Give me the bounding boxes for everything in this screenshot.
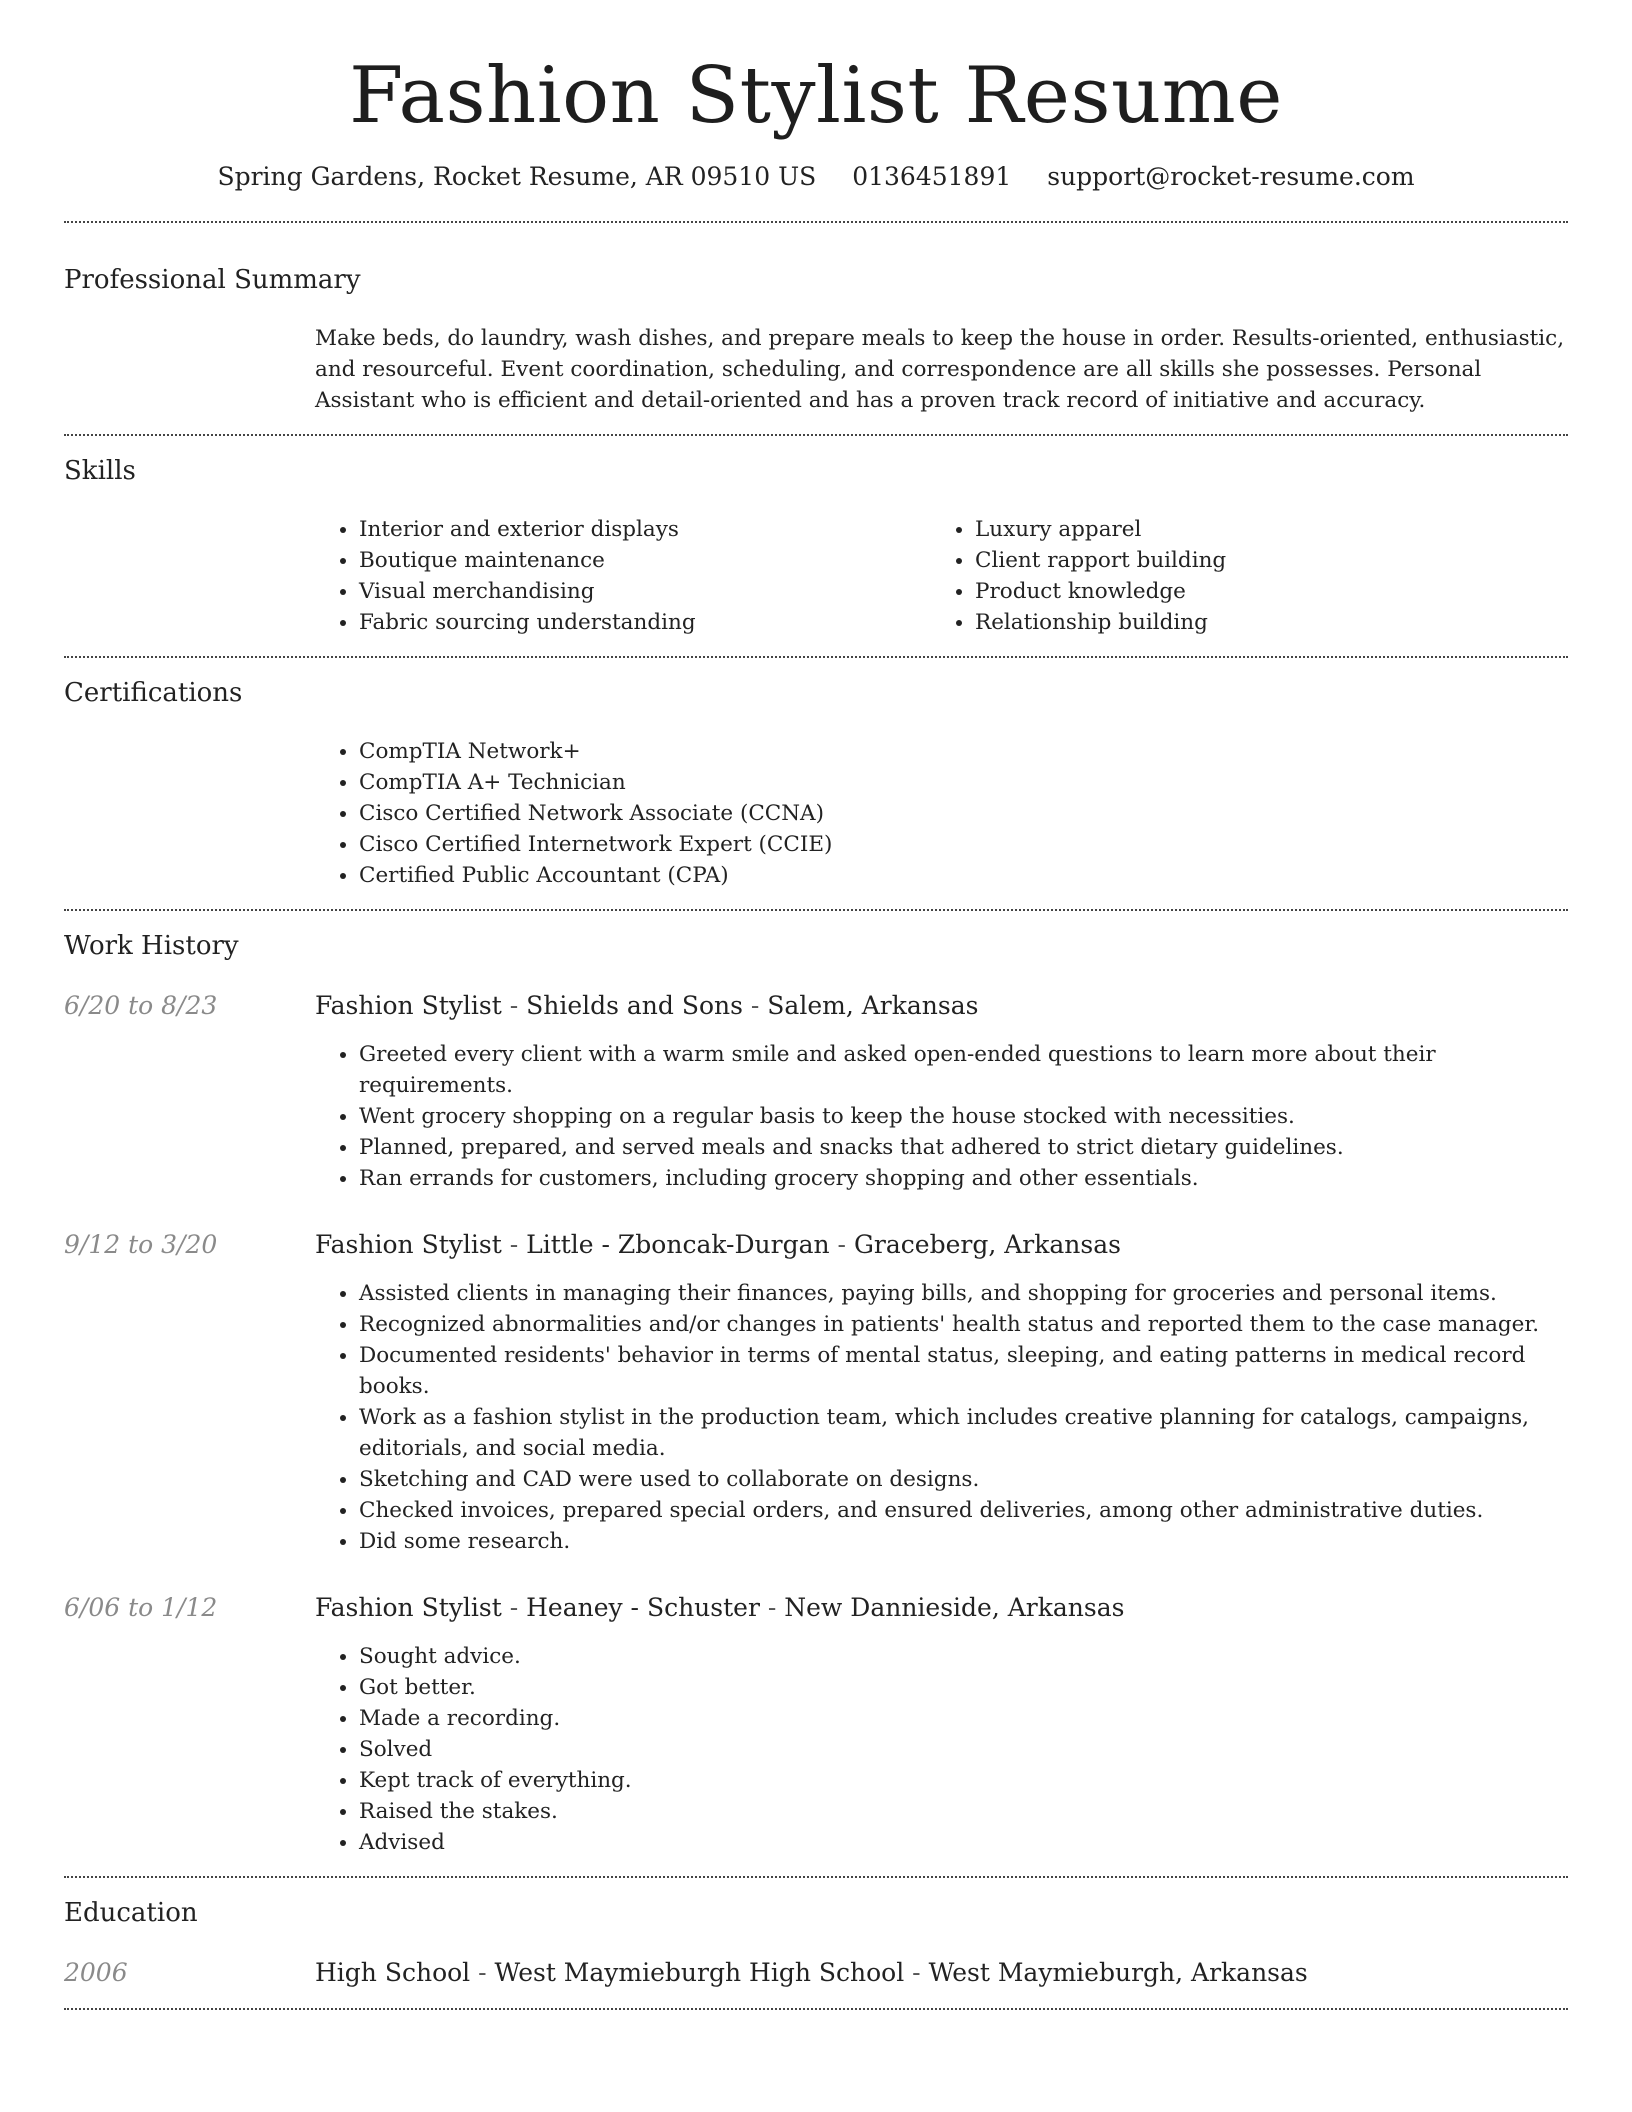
page-title: Fashion Stylist Resume [349,51,1283,141]
job-bullet: • Sought advice. [359,1641,1568,1672]
job-title: Fashion Stylist [315,1592,502,1622]
job-title: Fashion Stylist [315,990,502,1020]
job-heading: Fashion Stylist - Shields and Sons - Salem, Arkansas [315,990,979,1020]
job-bullet: • Advised [359,1827,1568,1858]
job-bullet: • Work as a fashion stylist in the production team, which includes creative planning for catalogs, campaigns, editorials, and social media. [359,1402,1568,1464]
job-bullet: • Greeted every client with a warm smile and asked open-ended questions to learn more about their requirements. [359,1039,1568,1101]
job-bullet: • Checked invoices, prepared special orders, and ensured deliveries, among other administrative duties. [359,1495,1568,1526]
job-bullet: • Solved [359,1734,1568,1765]
job-entry [64,1228,1568,1557]
skill-item: • Luxury apparel [975,514,1547,545]
education-heading-line: High School - West Maymieburgh High School - West Maymieburgh, Arkansas [315,1957,1308,1987]
certification-item: • CompTIA Network+ [359,736,1568,767]
job-company: Little - Zboncak-Durgan [526,1229,830,1259]
education-location: West Maymieburgh, Arkansas [928,1957,1308,1987]
summary-section [64,223,1568,434]
education-degree: High School [315,1957,471,1987]
job-dates: 9/12 to 3/20 [64,1229,218,1259]
job-bullet: • Planned, prepared, and served meals and snacks that adhered to strict dietary guidelines. [359,1132,1568,1163]
job-entry [64,1591,1568,1858]
contact-address: Spring Gardens, Rocket Resume, AR 09510 US [217,161,817,191]
job-bullet: • Assisted clients in managing their finances, paying bills, and shopping for groceries and personal items. [359,1278,1568,1309]
certification-item: • Certified Public Accountant (CPA) [359,860,1568,891]
skills-list-right [931,514,1547,638]
certification-item: • Cisco Certified Internetwork Expert (CCIE) [359,829,1568,860]
skill-item: • Client rapport building [975,545,1547,576]
skill-item: • Relationship building [975,607,1547,638]
certification-item: • Cisco Certified Network Associate (CCNA) [359,798,1568,829]
education-school: West Maymieburgh High School [494,1957,905,1987]
job-bullet: • Kept track of everything. [359,1765,1568,1796]
skills-list-left [315,514,931,638]
skills-heading: Skills [64,455,136,486]
job-heading: Fashion Stylist - Little - Zboncak-Durgan - Graceberg, Arkansas [315,1229,1121,1259]
skill-item: • Product knowledge [975,576,1547,607]
education-entry [64,1956,1568,1990]
job-bullets [315,1039,1568,1194]
job-bullets [315,1641,1568,1858]
job-bullet: • Documented residents' behavior in terms of mental status, sleeping, and eating patterns in medical record books. [359,1340,1568,1402]
job-company: Heaney - Schuster [526,1592,760,1622]
contact-line [64,162,1568,191]
education-year: 2006 [64,1957,128,1987]
skill-item: • Fabric sourcing understanding [359,607,931,638]
job-location: New Dannieside, Arkansas [784,1592,1125,1622]
skill-item: • Visual merchandising [359,576,931,607]
certifications-list [315,736,1568,891]
job-bullet: • Recognized abnormalities and/or changes in patients' health status and reported them to the case manager. [359,1309,1568,1340]
job-bullet: • Went grocery shopping on a regular basis to keep the house stocked with necessities. [359,1101,1568,1132]
job-bullet: • Did some research. [359,1526,1568,1557]
certifications-heading: Certifications [64,677,243,708]
skill-item: • Interior and exterior displays [359,514,931,545]
job-bullet: • Made a recording. [359,1703,1568,1734]
skill-item: • Boutique maintenance [359,545,931,576]
job-bullet: • Sketching and CAD were used to collaborate on designs. [359,1464,1568,1495]
job-dates: 6/06 to 1/12 [64,1592,218,1622]
education-heading: Education [64,1897,198,1928]
job-bullet: • Raised the stakes. [359,1796,1568,1827]
skills-section [64,436,1568,656]
job-entry [64,989,1568,1194]
certification-item: • CompTIA A+ Technician [359,767,1568,798]
job-dates: 6/20 to 8/23 [64,990,218,1020]
work-history-section [64,911,1568,1876]
job-location: Graceberg, Arkansas [853,1229,1121,1259]
contact-email: support@rocket-resume.com [1047,161,1415,191]
education-section [64,1878,1568,2008]
job-heading: Fashion Stylist - Heaney - Schuster - New Dannieside, Arkansas [315,1592,1125,1622]
resume-page [64,0,1568,2010]
job-bullet: • Got better. [359,1672,1568,1703]
work-history-heading: Work History [64,930,239,961]
job-bullet: • Ran errands for customers, including grocery shopping and other essentials. [359,1163,1568,1194]
summary-text: Make beds, do laundry, wash dishes, and prepare meals to keep the house in order. Results-oriented, enthusiastic, and resourceful. Event coordination, scheduling, and correspondence are all skills she possesses. Personal Assistant who is efficient and detail-oriented and has a proven track record of initiative and accuracy. [315,325,1565,413]
job-title: Fashion Stylist [315,1229,502,1259]
job-bullets [315,1278,1568,1557]
contact-phone: 0136451891 [852,161,1012,191]
certifications-section [64,658,1568,909]
job-company: Shields and Sons [526,990,743,1020]
summary-heading: Professional Summary [64,264,361,295]
job-location: Salem, Arkansas [767,990,979,1020]
section-divider [64,2008,1568,2010]
